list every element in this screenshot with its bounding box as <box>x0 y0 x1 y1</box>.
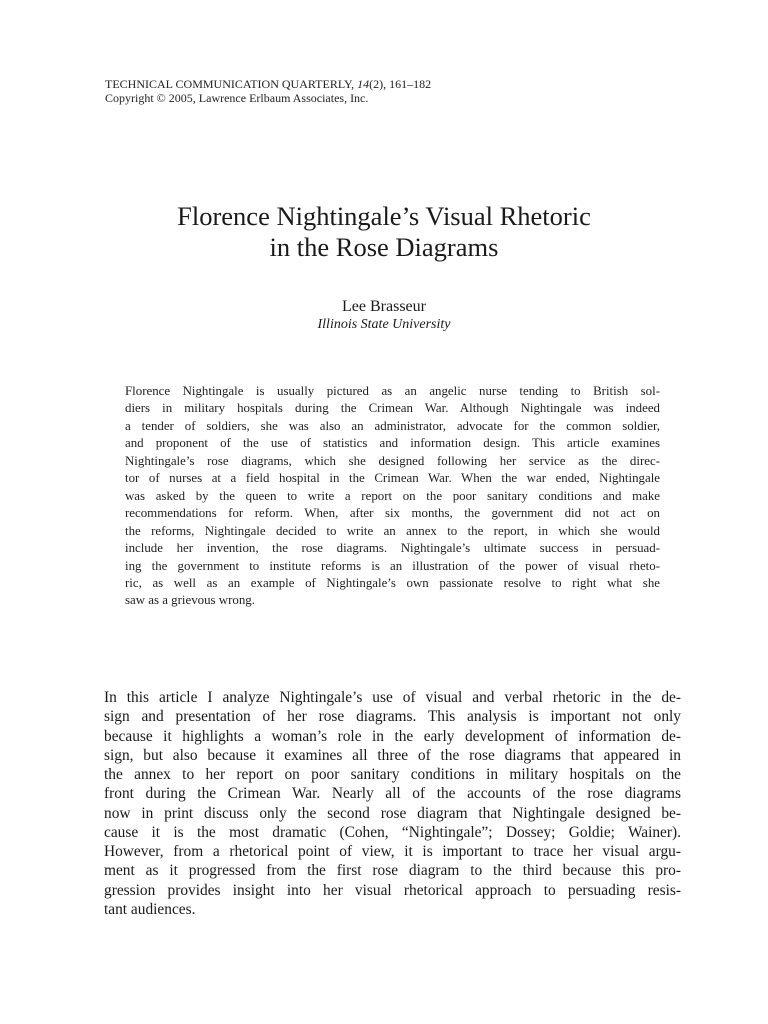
title-line-1: Florence Nightingale’s Visual Rhetoric <box>177 201 591 231</box>
abstract-line: ing the government to institute reforms is an illustration of the power of visual rheto- <box>125 558 660 573</box>
abstract-line: Nightingale’s rose diagrams, which she designed following her service as the direc- <box>125 453 660 468</box>
body-line: sign, but also because it examines all three of the rose diagrams that appeared in <box>104 746 681 764</box>
journal-citation <box>105 77 431 91</box>
body-line: the annex to her report on poor sanitary conditions in military hospitals on the <box>104 766 681 783</box>
abstract-line: the reforms, Nightingale decided to write an annex to the report, in which she would <box>125 523 660 538</box>
abstract-line: and proponent of the use of statistics and information design. This article examines <box>125 436 660 451</box>
body-line: now in print discuss only the second rose diagram that Nightingale designed be- <box>104 804 681 822</box>
journal-header <box>105 77 431 105</box>
author-affiliation: Illinois State University <box>317 317 451 332</box>
abstract-line: diers in military hospitals during the Crimean War. Although Nightingale was indeed <box>125 401 660 416</box>
body-line: In this article I analyze Nightingale’s use of visual and verbal rhetoric in the de- <box>104 689 681 706</box>
body-line: tant audiences. <box>104 900 196 918</box>
title-line-2: in the Rose Diagrams <box>269 232 499 262</box>
body-line: because it highlights a woman’s role in the early development of information de- <box>104 727 681 745</box>
abstract-line: include her invention, the rose diagrams. Nightingale’s ultimate success in persuad- <box>125 541 660 556</box>
abstract-line: saw as a grievous wrong. <box>125 593 255 608</box>
abstract-line: recommendations for reform. When, after six months, the government did not act on <box>125 506 660 521</box>
author-name: Lee Brasseur <box>342 298 426 315</box>
body-line: ment as it progressed from the first rose diagram to the third because this pro- <box>104 862 681 880</box>
abstract-line: ric, as well as an example of Nightingale’s own passionate resolve to right what she <box>125 575 660 590</box>
journal-name: TECHNICAL COMMUNICATION QUARTERLY, <box>105 77 355 91</box>
abstract-line: was asked by the queen to write a report on the poor sanitary conditions and make <box>125 488 660 503</box>
body-line: cause it is the most dramatic (Cohen, “Nightingale”; Dossey; Goldie; Wainer). <box>104 823 681 841</box>
abstract-line: Florence Nightingale is usually pictured as an angelic nurse tending to British sol- <box>125 384 660 398</box>
abstract <box>125 383 660 610</box>
copyright-line: Copyright © 2005, Lawrence Erlbaum Associates, Inc. <box>105 91 369 105</box>
article-title <box>0 201 768 263</box>
abstract-line: tor of nurses at a field hospital in the Crimean War. When the war ended, Nightingale <box>125 471 660 486</box>
journal-issue-pages: (2), 161–182 <box>369 77 432 91</box>
body-line: gression provides insight into her visual rhetorical approach to persuading resis- <box>104 881 681 899</box>
body-line: sign and presentation of her rose diagrams. This analysis is important not only <box>104 708 681 726</box>
body-line: front during the Crimean War. Nearly all of the accounts of the rose diagrams <box>104 785 681 803</box>
body-paragraph <box>104 688 681 919</box>
abstract-line: a tender of soldiers, she was also an administrator, advocate for the common soldier, <box>125 418 660 433</box>
journal-volume: 14 <box>357 77 370 91</box>
body-line: However, from a rhetorical point of view, it is important to trace her visual argu- <box>104 843 681 860</box>
